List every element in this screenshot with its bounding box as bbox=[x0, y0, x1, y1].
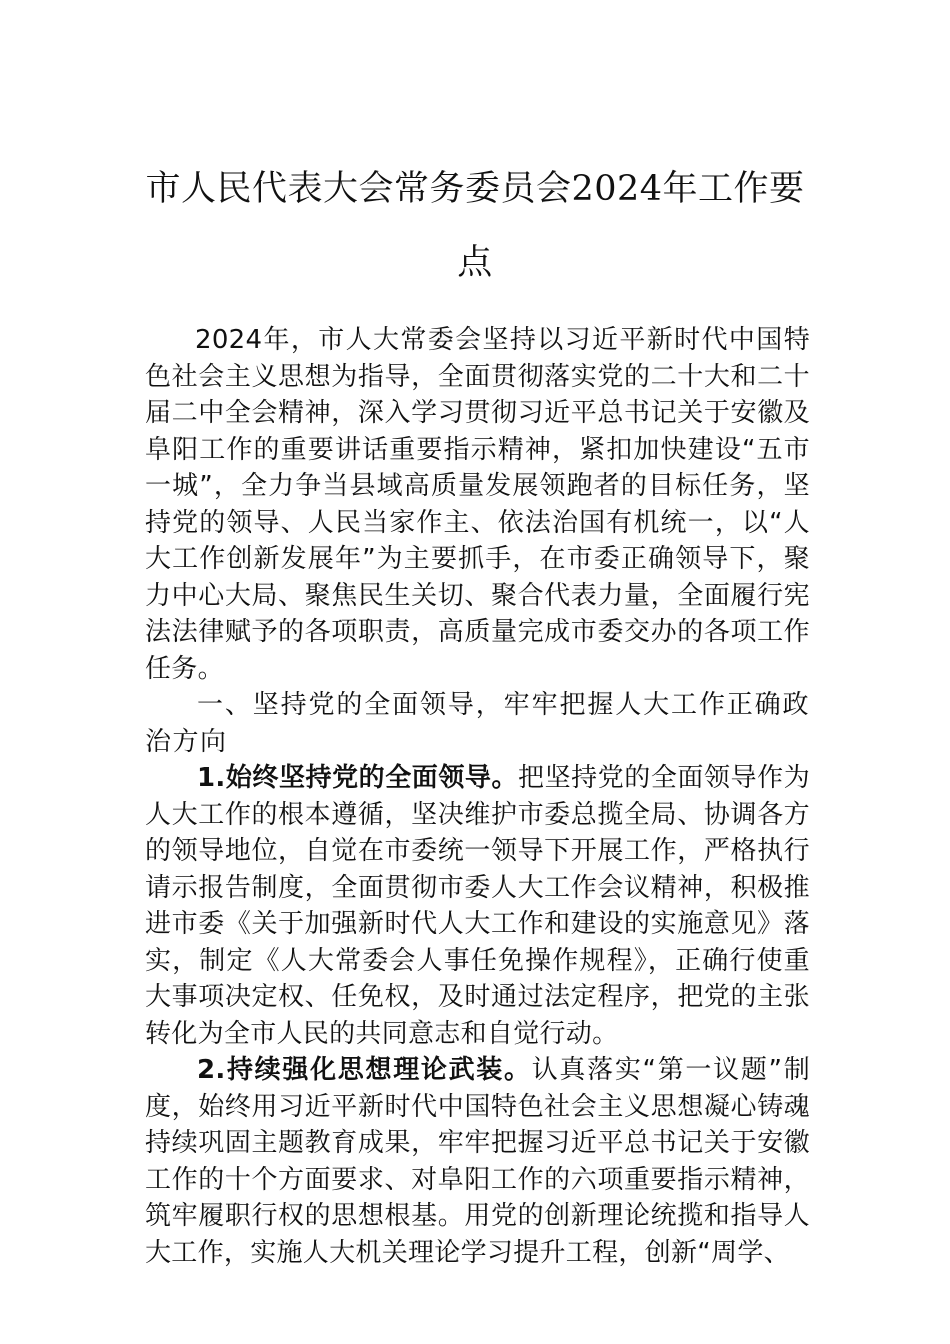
item-heading: 2.持续强化思想理论武装。 bbox=[197, 1055, 532, 1085]
item-heading: 1.始终坚持党的全面领导。 bbox=[197, 763, 519, 793]
list-item bbox=[145, 760, 810, 1052]
intro-paragraph: 2024年，市人大常委会坚持以习近平新时代中国特色社会主义思想为指导，全面贯彻落实党的二十大和二十届二中全会精神，深入学习贯彻习近平总书记关于安徽及阜阳工作的重要讲话重要指示精神，紧扣加快建设“五市一城”，全力争当县域高质量发展领跑者的目标任务，坚持党的领导、人民当家作主、依法治国有机统一，以“人大工作创新发展年”为主要抓手，在市委正确领导下，聚力中心大局、聚焦民生关切、聚合代表力量，全面履行宪法法律赋予的各项职责，高质量完成市委交办的各项工作任务。 bbox=[145, 325, 810, 684]
item-text: 把坚持党的全面领导作为人大工作的根本遵循，坚决维护市委总揽全局、协调各方的领导地位，自觉在市委统一领导下开展工作，严格执行请示报告制度，全面贯彻市委人大工作会议精神，积极推进市委《关于加强新时代人大工作和建设的实施意见》落实，制定《人大常委会人事任免操作规程》，正确行使重大事项决定权、任免权，及时通过法定程序，把党的主张转化为全市人民的共同意志和自觉行动。 bbox=[145, 763, 810, 1049]
document-title: 市人民代表大会常务委员会2024年工作要 bbox=[145, 169, 805, 209]
list-item bbox=[145, 1052, 810, 1271]
section-heading: 一、坚持党的全面领导，牢牢把握人大工作正确政治方向 bbox=[145, 690, 810, 757]
document-title-continued: 点 bbox=[457, 243, 493, 283]
item-text: 认真落实“第一议题”制度，始终用习近平新时代中国特色社会主义思想凝心铸魂持续巩固主题教育成果，牢牢把握习近平总书记关于安徽工作的十个方面要求、对阜阳工作的六项重要指示精神，筑牢履职行权的思想根基。用党的创新理论统揽和指导人大工作，实施人大机关理论学习提升工程，创新“周学、 bbox=[145, 1055, 810, 1268]
document-body bbox=[145, 322, 810, 1271]
